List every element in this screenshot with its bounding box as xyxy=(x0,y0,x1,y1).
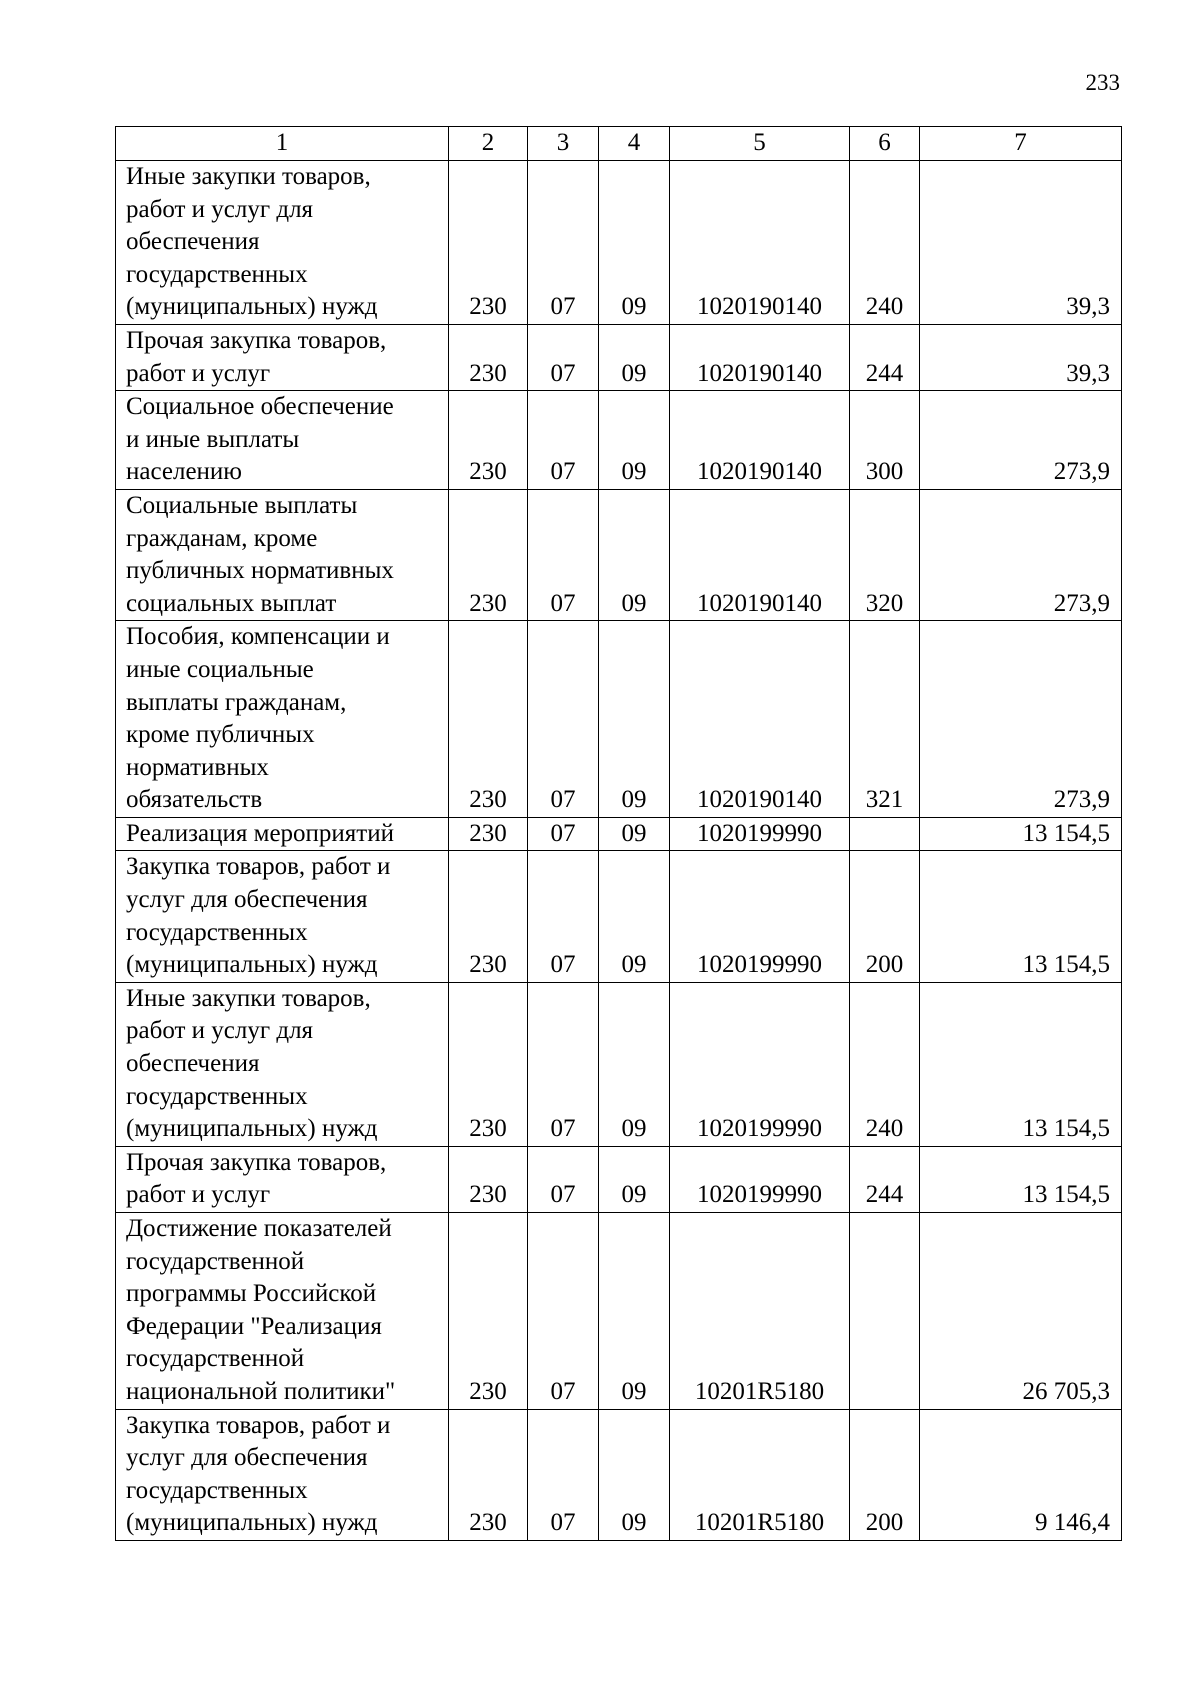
agency-code-cell: 230 xyxy=(449,621,528,818)
expense-type-cell: 200 xyxy=(850,1409,920,1540)
section-code-cell: 07 xyxy=(528,621,599,818)
row-name-line: национальной политики" xyxy=(126,1377,396,1405)
agency-code-cell: 230 xyxy=(449,1409,528,1540)
row-name-cell xyxy=(116,621,449,818)
row-name-cell xyxy=(116,982,449,1146)
expense-type-cell: 200 xyxy=(850,851,920,982)
amount-cell: 9 146,4 xyxy=(920,1409,1122,1540)
row-name-line: услуг для обеспечения xyxy=(126,1444,368,1472)
row-name-line: социальных выплат xyxy=(126,589,337,617)
row-name-line: обязательств xyxy=(126,786,263,814)
row-name-line: государственной xyxy=(126,1247,305,1275)
row-name-line: (муниципальных) нужд xyxy=(126,951,378,979)
amount-cell: 13 154,5 xyxy=(920,817,1122,851)
subsection-code-cell: 09 xyxy=(599,1146,670,1212)
row-name-line: (муниципальных) нужд xyxy=(126,1115,378,1143)
column-header: 7 xyxy=(920,127,1122,161)
column-header: 5 xyxy=(670,127,850,161)
row-name-line: Прочая закупка товаров, xyxy=(126,1148,387,1176)
section-code-cell: 07 xyxy=(528,489,599,620)
agency-code-cell: 230 xyxy=(449,161,528,325)
section-code-cell: 07 xyxy=(528,1213,599,1410)
table-row xyxy=(116,1409,1122,1540)
subsection-code-cell: 09 xyxy=(599,161,670,325)
row-name-line: (муниципальных) нужд xyxy=(126,293,378,321)
agency-code-cell: 230 xyxy=(449,982,528,1146)
column-header: 4 xyxy=(599,127,670,161)
row-name-line: государственных xyxy=(126,918,308,946)
expense-type-cell: 244 xyxy=(850,1146,920,1212)
row-name-line: Реализация мероприятий xyxy=(126,819,394,847)
section-code-cell: 07 xyxy=(528,391,599,490)
target-article-cell: 1020199990 xyxy=(670,982,850,1146)
subsection-code-cell: 09 xyxy=(599,489,670,620)
row-name-line: работ и услуг xyxy=(126,1181,271,1209)
expense-type-cell: 244 xyxy=(850,324,920,390)
row-name-line: населению xyxy=(126,458,242,486)
row-name-line: Социальное обеспечение xyxy=(126,393,394,421)
table-row xyxy=(116,851,1122,982)
table-row xyxy=(116,1213,1122,1410)
row-name-line: гражданам, кроме xyxy=(126,524,318,552)
row-name-line: Закупка товаров, работ и xyxy=(126,1411,391,1439)
amount-cell: 26 705,3 xyxy=(920,1213,1122,1410)
amount-cell: 39,3 xyxy=(920,324,1122,390)
row-name-line: нормативных xyxy=(126,753,269,781)
row-name-line: Пособия, компенсации и xyxy=(126,623,390,651)
amount-cell: 273,9 xyxy=(920,621,1122,818)
target-article-cell: 1020190140 xyxy=(670,324,850,390)
expense-type-cell xyxy=(850,1213,920,1410)
amount-cell: 273,9 xyxy=(920,391,1122,490)
table-row xyxy=(116,324,1122,390)
table-row xyxy=(116,489,1122,620)
row-name-line: обеспечения xyxy=(126,228,260,256)
expense-type-cell: 240 xyxy=(850,161,920,325)
agency-code-cell: 230 xyxy=(449,324,528,390)
row-name-cell xyxy=(116,161,449,325)
row-name-line: Социальные выплаты xyxy=(126,491,358,519)
expense-type-cell: 321 xyxy=(850,621,920,818)
expense-type-cell: 320 xyxy=(850,489,920,620)
row-name-line: (муниципальных) нужд xyxy=(126,1509,378,1537)
subsection-code-cell: 09 xyxy=(599,851,670,982)
section-code-cell: 07 xyxy=(528,982,599,1146)
row-name-cell xyxy=(116,489,449,620)
row-name-line: государственной xyxy=(126,1345,305,1373)
section-code-cell: 07 xyxy=(528,817,599,851)
table-row xyxy=(116,621,1122,818)
subsection-code-cell: 09 xyxy=(599,621,670,818)
target-article-cell: 1020190140 xyxy=(670,621,850,818)
table-row xyxy=(116,982,1122,1146)
row-name-cell xyxy=(116,1146,449,1212)
target-article-cell: 1020190140 xyxy=(670,489,850,620)
row-name-line: Прочая закупка товаров, xyxy=(126,326,387,354)
expense-type-cell: 300 xyxy=(850,391,920,490)
amount-cell: 39,3 xyxy=(920,161,1122,325)
row-name-cell xyxy=(116,324,449,390)
row-name-line: и иные выплаты xyxy=(126,425,300,453)
amount-cell: 273,9 xyxy=(920,489,1122,620)
subsection-code-cell: 09 xyxy=(599,817,670,851)
row-name-line: выплаты гражданам, xyxy=(126,688,347,716)
agency-code-cell: 230 xyxy=(449,851,528,982)
row-name-line: государственных xyxy=(126,1082,308,1110)
row-name-cell xyxy=(116,851,449,982)
target-article-cell: 1020199990 xyxy=(670,817,850,851)
row-name-line: иные социальные xyxy=(126,655,314,683)
row-name-line: кроме публичных xyxy=(126,721,315,749)
table-row xyxy=(116,161,1122,325)
section-code-cell: 07 xyxy=(528,161,599,325)
table-row xyxy=(116,391,1122,490)
column-header: 3 xyxy=(528,127,599,161)
agency-code-cell: 230 xyxy=(449,391,528,490)
amount-cell: 13 154,5 xyxy=(920,851,1122,982)
table-row xyxy=(116,817,1122,851)
amount-cell: 13 154,5 xyxy=(920,1146,1122,1212)
row-name-line: обеспечения xyxy=(126,1050,260,1078)
row-name-line: государственных xyxy=(126,260,308,288)
column-header: 1 xyxy=(116,127,449,161)
row-name-cell xyxy=(116,391,449,490)
agency-code-cell: 230 xyxy=(449,1146,528,1212)
row-name-line: Федерации "Реализация xyxy=(126,1312,382,1340)
agency-code-cell: 230 xyxy=(449,817,528,851)
row-name-line: Закупка товаров, работ и xyxy=(126,853,391,881)
section-code-cell: 07 xyxy=(528,1146,599,1212)
row-name-line: государственных xyxy=(126,1476,308,1504)
agency-code-cell: 230 xyxy=(449,489,528,620)
column-header: 6 xyxy=(850,127,920,161)
amount-cell: 13 154,5 xyxy=(920,982,1122,1146)
section-code-cell: 07 xyxy=(528,851,599,982)
row-name-line: программы Российской xyxy=(126,1280,377,1308)
row-name-line: Иные закупки товаров, xyxy=(126,984,371,1012)
row-name-line: услуг для обеспечения xyxy=(126,886,368,914)
section-code-cell: 07 xyxy=(528,324,599,390)
target-article-cell: 1020190140 xyxy=(670,161,850,325)
agency-code-cell: 230 xyxy=(449,1213,528,1410)
row-name-line: работ и услуг xyxy=(126,359,271,387)
expense-type-cell xyxy=(850,817,920,851)
expense-type-cell: 240 xyxy=(850,982,920,1146)
row-name-cell xyxy=(116,817,449,851)
subsection-code-cell: 09 xyxy=(599,1409,670,1540)
target-article-cell: 1020199990 xyxy=(670,1146,850,1212)
row-name-cell xyxy=(116,1409,449,1540)
subsection-code-cell: 09 xyxy=(599,982,670,1146)
table-row xyxy=(116,1146,1122,1212)
row-name-line: Иные закупки товаров, xyxy=(126,163,371,190)
table-header-row xyxy=(116,127,1122,161)
subsection-code-cell: 09 xyxy=(599,324,670,390)
target-article-cell: 10201R5180 xyxy=(670,1409,850,1540)
page-number: 233 xyxy=(1085,70,1120,95)
section-code-cell: 07 xyxy=(528,1409,599,1540)
row-name-line: публичных нормативных xyxy=(126,557,394,585)
row-name-line: Достижение показателей xyxy=(126,1215,392,1242)
target-article-cell: 1020190140 xyxy=(670,391,850,490)
budget-table xyxy=(115,126,1122,1541)
row-name-line: работ и услуг для xyxy=(126,195,314,223)
target-article-cell: 10201R5180 xyxy=(670,1213,850,1410)
target-article-cell: 1020199990 xyxy=(670,851,850,982)
column-header: 2 xyxy=(449,127,528,161)
subsection-code-cell: 09 xyxy=(599,391,670,490)
row-name-cell xyxy=(116,1213,449,1410)
subsection-code-cell: 09 xyxy=(599,1213,670,1410)
row-name-line: работ и услуг для xyxy=(126,1017,314,1045)
